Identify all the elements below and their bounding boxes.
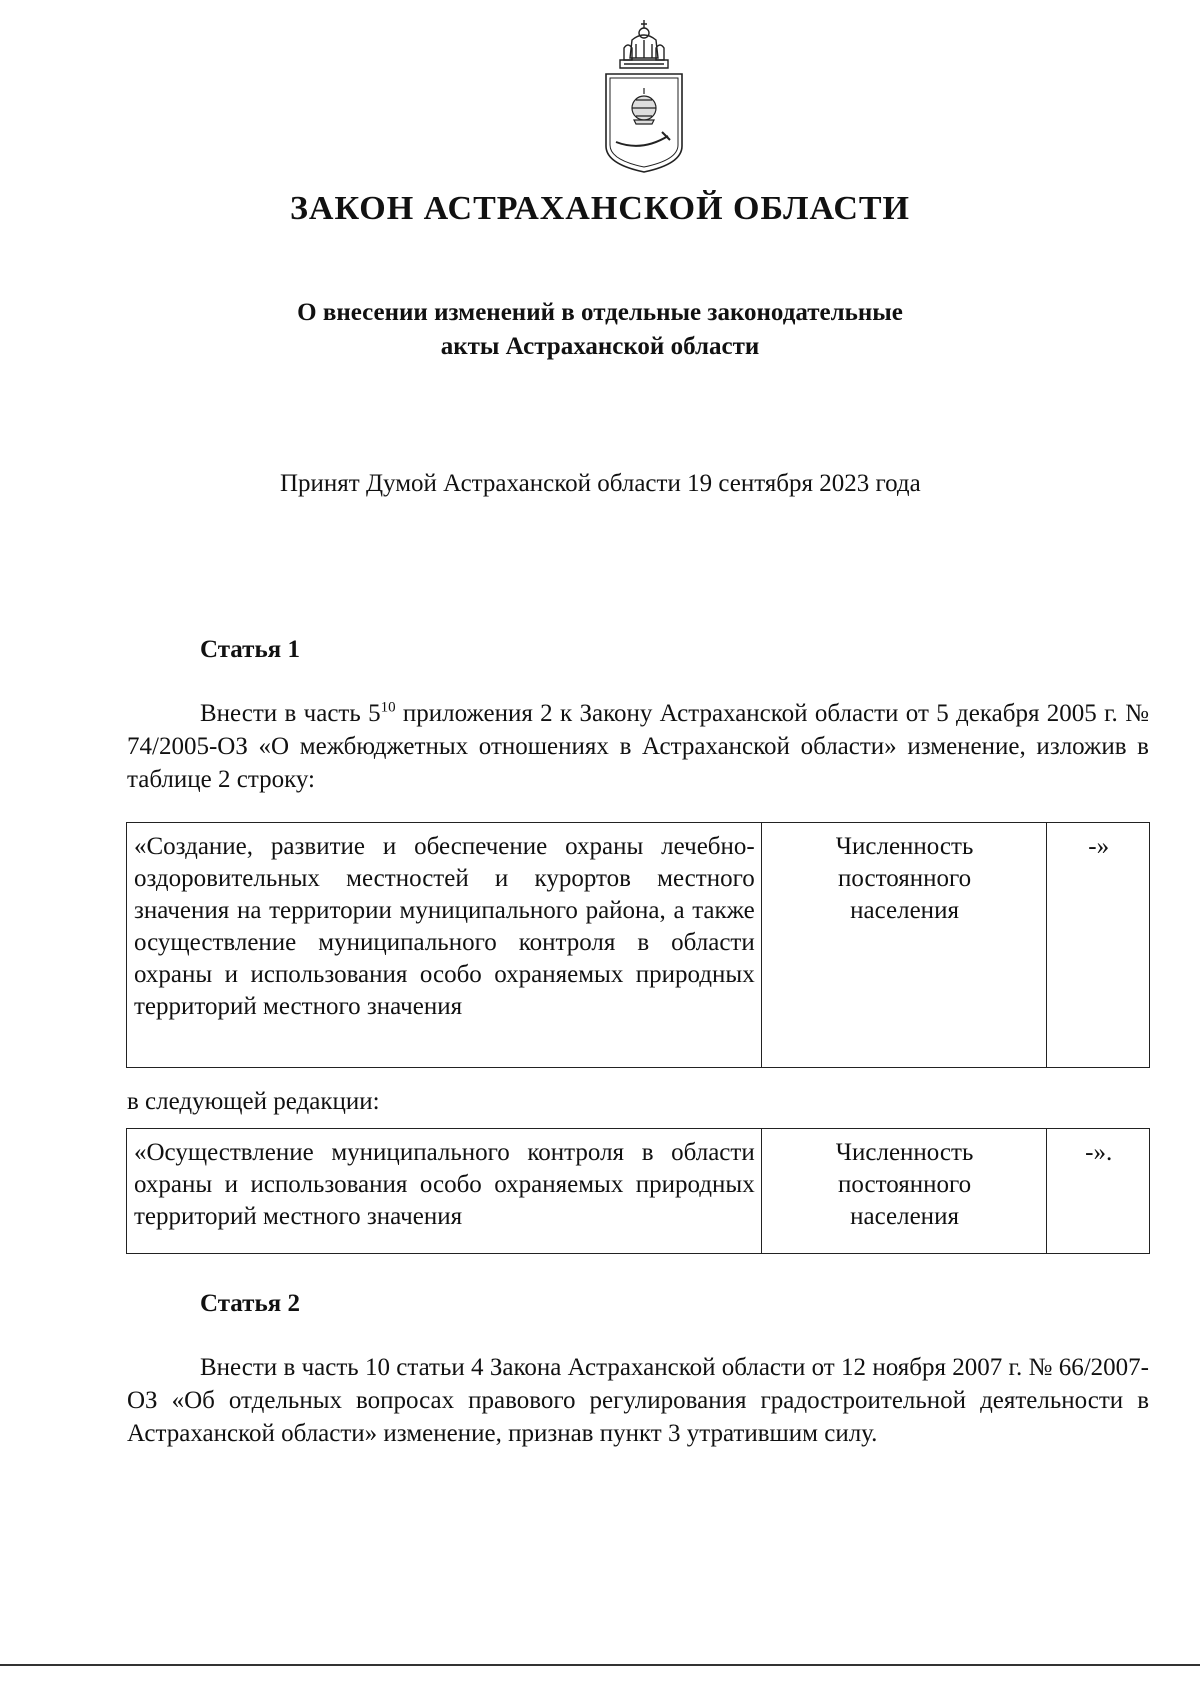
- article-2-text-body: Внести в часть 10 статьи 4 Закона Астраханской области от 12 ноября 2007 г. № 66/2007-ОЗ «Об отдельных вопросах правового регулирования градостроительной деятельности в Астраханской области» изменение, признав пункт 3 утратившим силу.: [127, 1354, 1149, 1447]
- article-1-text-start: Внести в часть 5: [200, 700, 381, 727]
- criterion-line: населения: [850, 1203, 959, 1230]
- law-subject-line-1: О внесении изменений в отдельные законодательные: [297, 299, 903, 326]
- law-subject-line-2: акты Астраханской области: [440, 333, 760, 360]
- criterion-line: постоянного: [838, 865, 972, 892]
- old-row-function: «Создание, развитие и обеспечение охраны лечебно-оздоровительных местностей и курортов местного значения на территории муниципального района, а также осуществление муниципального контроля в области охраны и использования особо охраняемых природных территорий местного значения: [127, 823, 762, 1068]
- criterion-line: населения: [850, 897, 959, 924]
- new-row-value: -».: [1047, 1129, 1150, 1254]
- article-2-heading: Статья 2: [200, 1290, 300, 1317]
- next-edition-label: в следующей редакции:: [127, 1088, 380, 1115]
- new-row-function: «Осуществление муниципального контроля в области охраны и использования особо охраняемых природных территорий местного значения: [127, 1129, 762, 1254]
- article-1-superscript: 10: [380, 699, 396, 716]
- page-bottom-divider: [0, 1664, 1200, 1666]
- new-row-table: [126, 1128, 1150, 1254]
- article-1-heading: Статья 1: [200, 636, 300, 663]
- new-row-criterion: [761, 1129, 1047, 1254]
- old-row-table: [126, 822, 1150, 1068]
- criterion-line: Численность: [835, 833, 974, 860]
- law-subject: [0, 296, 1200, 364]
- old-row-criterion: [761, 823, 1047, 1068]
- table-row: [127, 1129, 1150, 1254]
- astrakhan-coat-of-arms-icon: [602, 18, 686, 176]
- article-2-text: [127, 1351, 1149, 1450]
- law-title: ЗАКОН АСТРАХАНСКОЙ ОБЛАСТИ: [289, 190, 911, 227]
- table-row: [127, 823, 1150, 1068]
- article-1-text-end: приложения 2 к Закону Астраханской области от 5 декабря 2005 г. № 74/2005-ОЗ «О межбюджетных отношениях в Астраханской области» изменение, изложив в таблице 2 строку:: [127, 700, 1149, 793]
- old-row-value: -»: [1047, 823, 1150, 1068]
- criterion-line: постоянного: [838, 1171, 972, 1198]
- article-1-text: [127, 697, 1149, 796]
- criterion-line: Численность: [835, 1139, 974, 1166]
- adoption-note: Принят Думой Астраханской области 19 сентября 2023 года: [280, 470, 921, 497]
